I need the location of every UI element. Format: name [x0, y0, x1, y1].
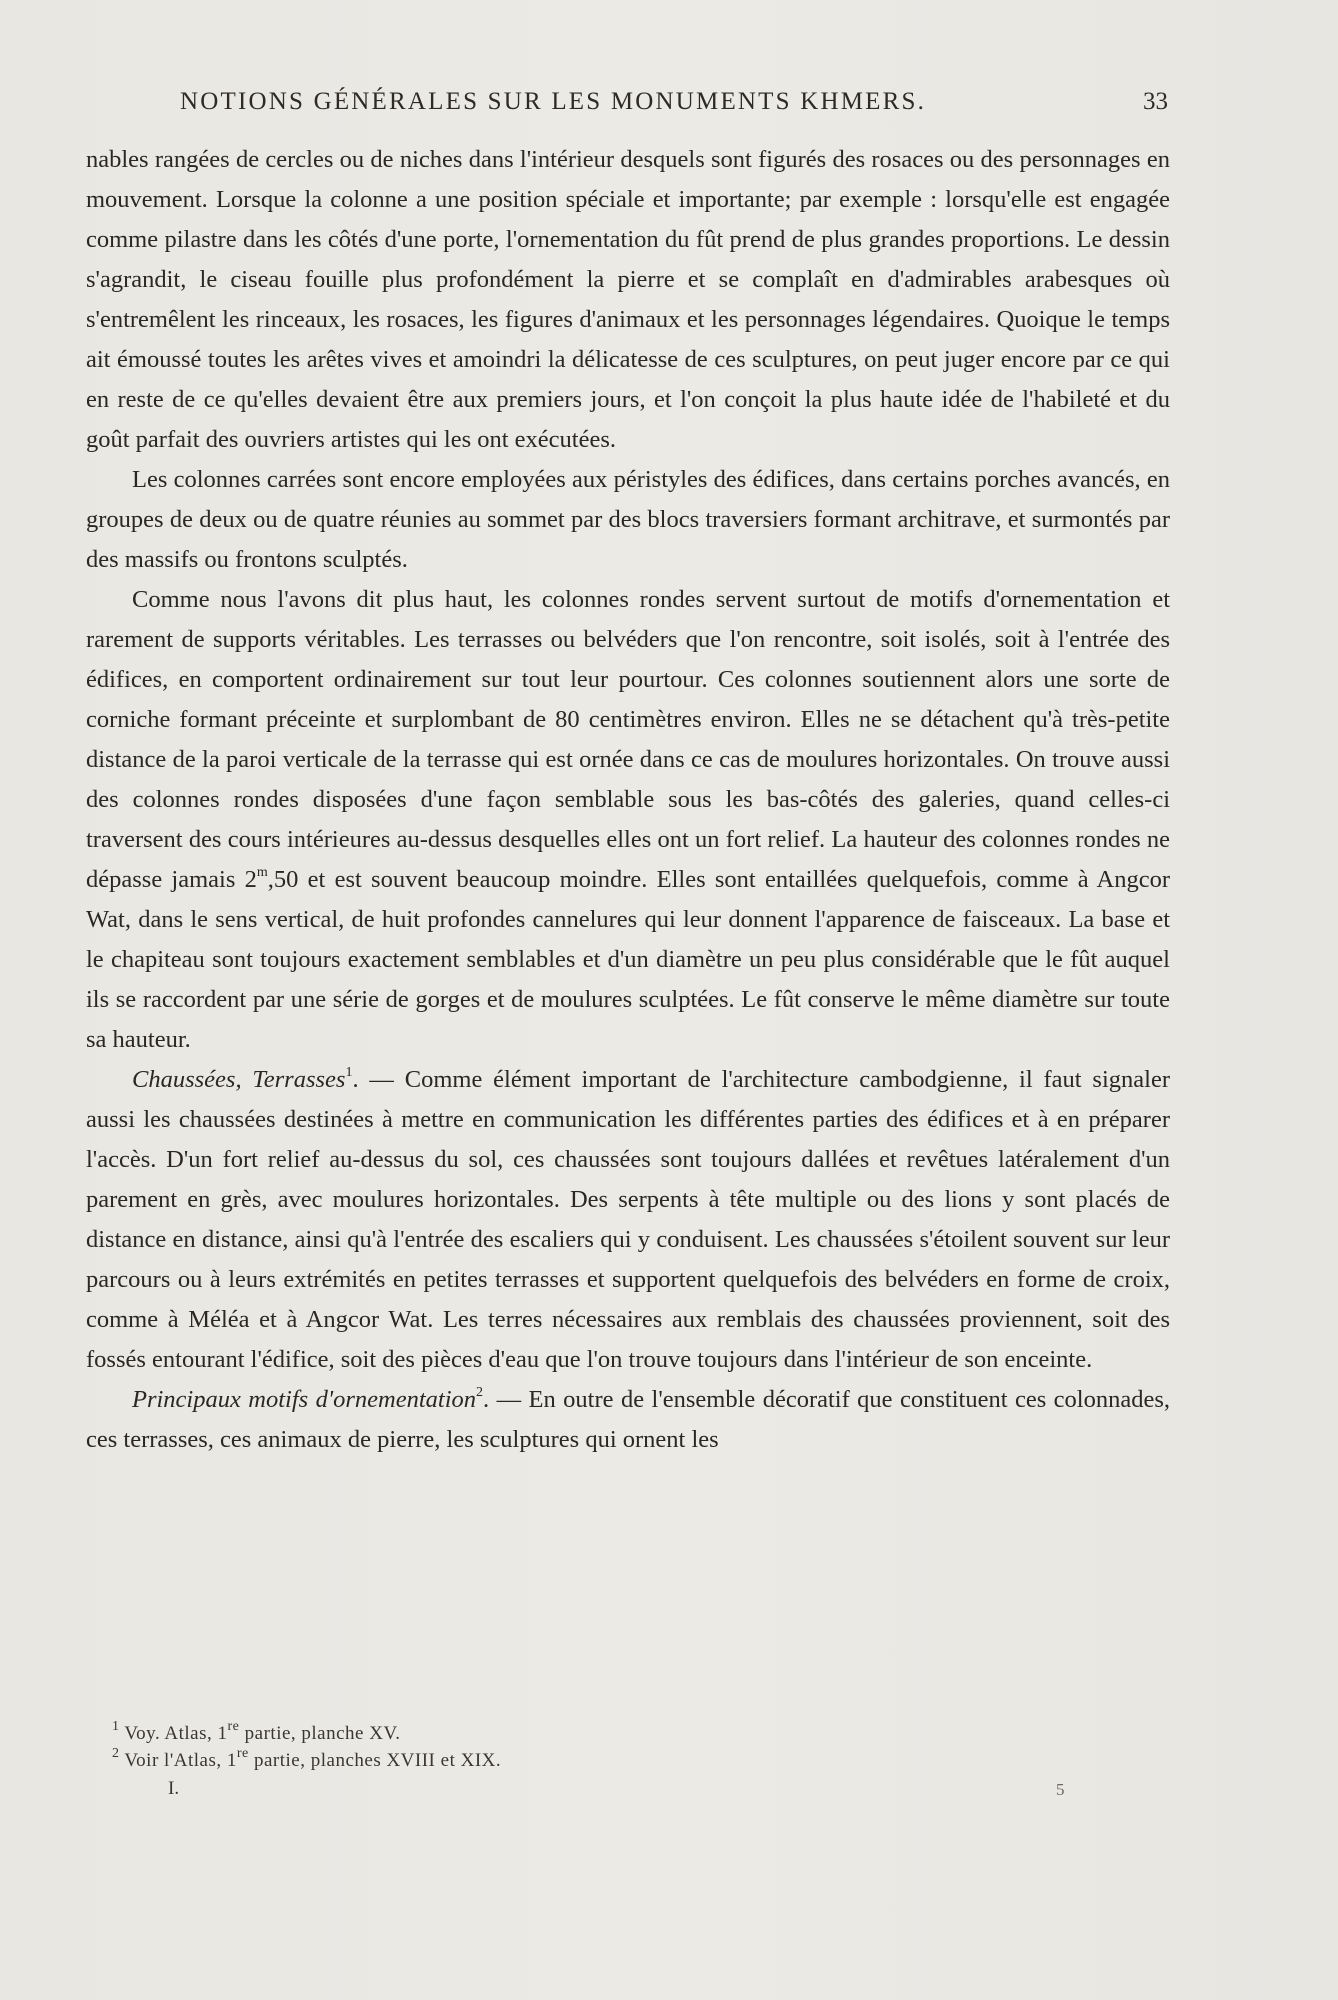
footnote-text: Voy. Atlas, 1: [119, 1723, 228, 1744]
italic-heading: Chaussées, Terrasses: [132, 1066, 346, 1093]
page-number: 33: [1143, 88, 1168, 115]
text-run: Les colonnes carrées sont encore employées aux péristyles des édifices, dans certains porches avancés, en groupes de deux ou de quatre réunies au sommet par des blocs traversiers formant architrave, et surmontés par des massifs ou frontons sculptés.: [86, 466, 1170, 573]
footnotes: [112, 1720, 501, 1774]
text-run: nables rangées de cercles ou de niches dans l'intérieur desquels sont figurés des rosaces ou des personnages en mouvement. Lorsque la colonne a une position spéciale et importante; par exemple : lorsqu'elle est engagée comme pilastre dans les côtés d'une porte, l'ornementation du fût prend de plus grandes proportions. Le dessin s'agrandit, le ciseau fouille plus profondément la pierre et se complaît en d'admirables arabesques où s'entremêlent les rinceaux, les rosaces, les figures d'animaux et les personnages légendaires. Quoique le temps ait émoussé toutes les arêtes vives et amoindri la délicatesse de ces sculptures, on peut juger encore par ce qui en reste de ce qu'elles devaient être aux premiers jours, et l'on conçoit la plus haute idée de l'habileté et du goût parfait des ouvriers artistes qui les ont exécutées.: [86, 146, 1170, 453]
superscript: re: [227, 1718, 240, 1734]
running-title: NOTIONS GÉNÉRALES SUR LES MONUMENTS KHMERS.: [180, 88, 927, 115]
text-run: Comme nous l'avons dit plus haut, les colonnes rondes servent surtout de motifs d'ornementation et rarement de supports véritables. Les terrasses ou belvéders que l'on rencontre, soit isolés, soit à l'entrée des édifices, en comportent ordinairement sur tout leur pourtour. Ces colonnes soutiennent alors une sorte de corniche formant préceinte et surplombant de 80 centimètres environ. Elles ne se détachent qu'à très-petite distance de la paroi verticale de la terrasse qui est ornée dans ce cas de moulures horizontales. On trouve aussi des colonnes rondes disposées d'une façon semblable sous les bas-côtés des galeries, quand celles-ci traversent des cours intérieures au-dessus desquelles elles ont un fort relief. La hauteur des colonnes rondes ne dépasse jamais 2: [86, 586, 1170, 893]
paragraph: [86, 580, 1170, 1060]
footnote-text: partie, planche XV.: [239, 1723, 401, 1744]
italic-heading: Principaux motifs d'ornementation: [132, 1386, 477, 1413]
body-text: [86, 140, 1170, 1460]
paragraph: [86, 140, 1170, 460]
paragraph: [86, 1380, 1170, 1460]
text-run: ,50 et est souvent beaucoup moindre. Elles sont entaillées quelquefois, comme à Angcor Wat, dans le sens vertical, de huit profondes cannelures qui leur donnent l'apparence de faisceaux. La base et le chapiteau sont toujours exactement semblables et d'un diamètre un peu plus considérable que le fût auquel ils se raccordent par une série de gorges et de moulures sculptées. Le fût conserve le même diamètre sur toute sa hauteur.: [86, 866, 1170, 1053]
signature-mark: I.: [168, 1778, 180, 1799]
text-run: . — En outre de l'ensemble décoratif que constituent ces colonnades, ces terrasses, ces animaux de pierre, les sculptures qui ornent les: [86, 1386, 1171, 1453]
signature-number: 5: [1056, 1780, 1065, 1799]
paragraph: [86, 1060, 1170, 1380]
superscript: m: [256, 864, 268, 880]
superscript: 2: [476, 1384, 484, 1400]
text-run: . — Comme élément important de l'architecture cambodgienne, il faut signaler aussi les chaussées destinées à mettre en communication les différentes parties des édifices et à en préparer l'accès. D'un fort relief au-dessus du sol, ces chaussées sont toujours dallées et revêtues latéralement d'un parement en grès, avec moulures horizontales. Des serpents à tête multiple ou des lions y sont placés de distance en distance, ainsi qu'à l'entrée des escaliers qui y conduisent. Les chaussées s'étoilent souvent sur leur parcours ou à leurs extrémités en petites terrasses et supportent quelquefois des belvéders en forme de croix, comme à Méléa et à Angcor Wat. Les terres nécessaires aux remblais des chaussées proviennent, soit des fossés entourant l'édifice, soit des pièces d'eau que l'on trouve toujours dans l'intérieur de son enceinte.: [86, 1066, 1170, 1373]
footnote-text: Voir l'Atlas, 1: [119, 1750, 237, 1771]
footnote-mark: 2: [112, 1745, 120, 1761]
footnote-mark: 1: [112, 1718, 120, 1734]
footnote-text: partie, planches XVIII et XIX.: [248, 1750, 502, 1771]
superscript: 1: [345, 1064, 353, 1080]
footnote: [112, 1747, 501, 1774]
footnote: [112, 1720, 501, 1747]
paragraph: [86, 460, 1170, 580]
superscript: re: [236, 1745, 249, 1761]
